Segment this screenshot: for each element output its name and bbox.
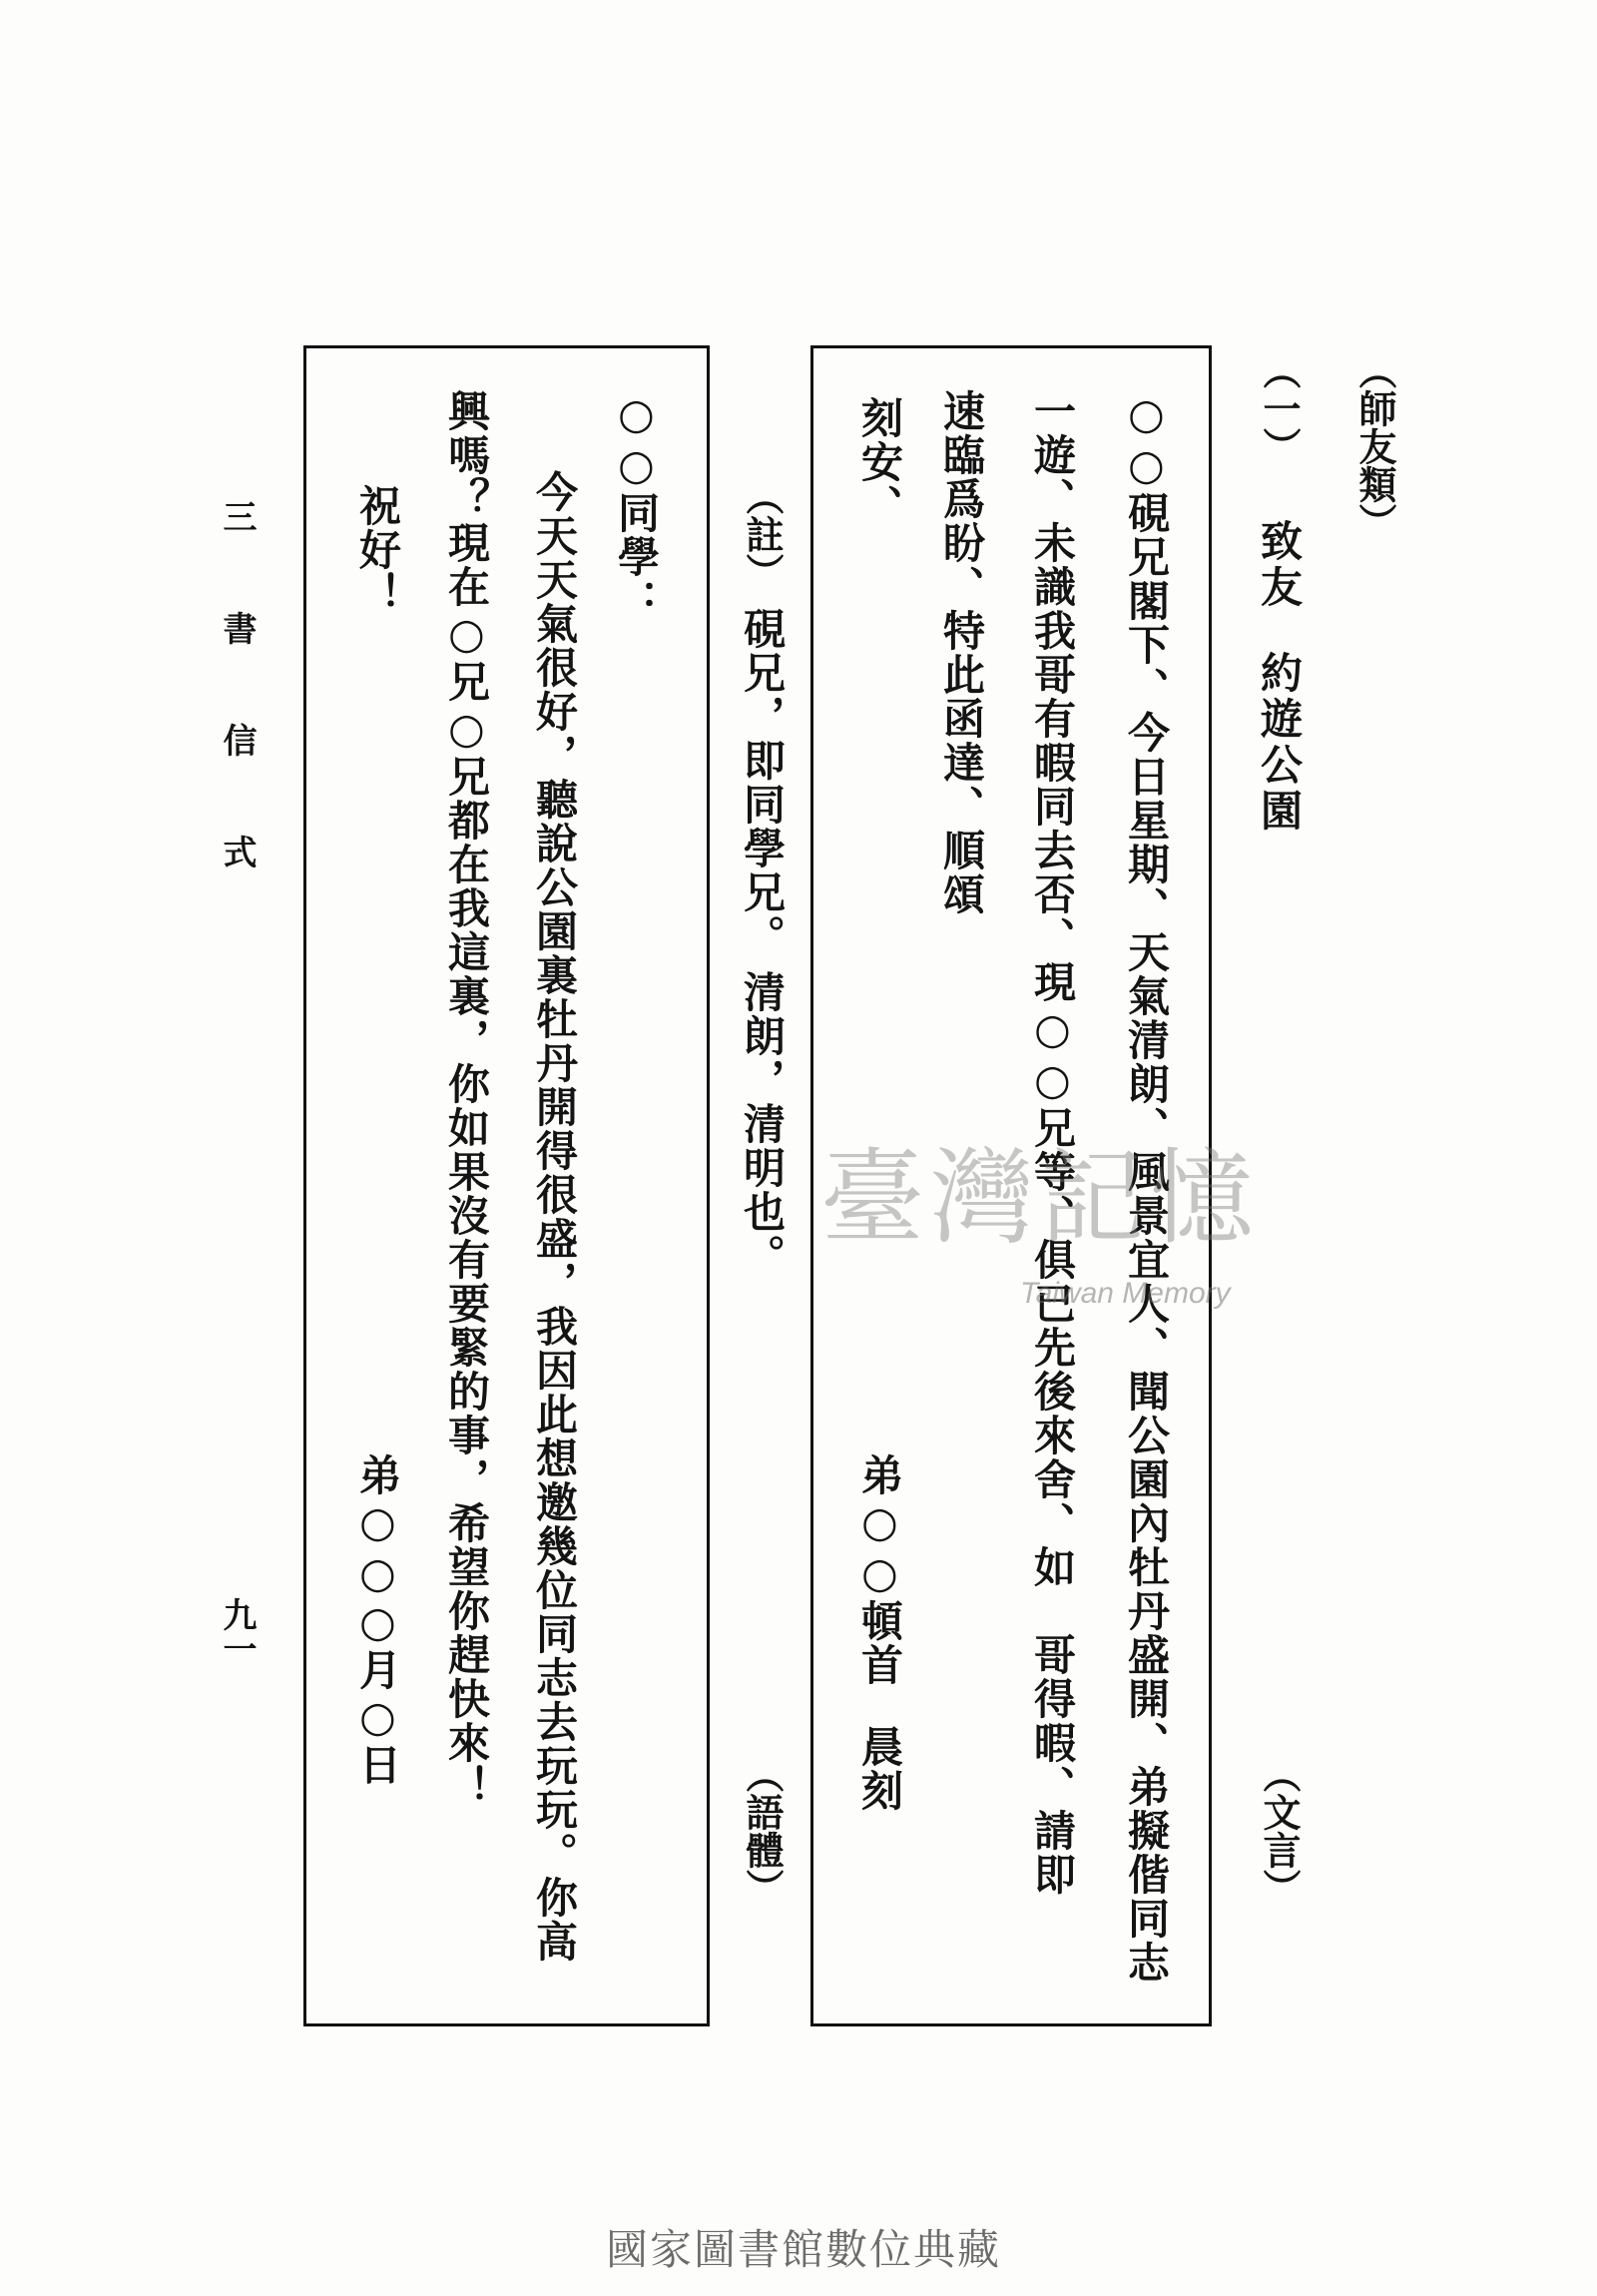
letter1-time: 晨刻 — [855, 1725, 904, 1813]
watermark-subtitle: Taiwan Memory — [1020, 1277, 1231, 1310]
page-number: 九一 — [217, 1597, 257, 1665]
footer-archive-credit: 國家圖書館數位典藏 — [606, 2225, 1002, 2274]
letter2-date: ○月○日 — [353, 1597, 402, 1787]
letter2-line-1: 今天天氣很好，聽說公園裏牡丹開得很盛，我因此想邀幾位同志去玩玩。你高 — [530, 470, 579, 1964]
watermark-logo-text: 臺灣記憶 — [820, 1137, 1261, 1259]
letter1-line-3: 速臨爲盼、特此函達、順頌 — [937, 389, 986, 916]
letter2-line-2: 興嗎？現在○兄○兄都在我這裏，你如果沒有要緊的事，希望你趕快來！ — [442, 389, 491, 1809]
letter2-salutation: ○○同學： — [612, 389, 661, 623]
letter1-line-1: ○○硯兄閣下、今日星期、天氣清朗、風景宜人、聞公園內牡丹盛開、弟擬偕同志 — [1122, 389, 1171, 1985]
letter1-style-label: （文言） — [1257, 1755, 1302, 1907]
letter1-title: 致友 — [1255, 519, 1304, 611]
letter1-subject: 約遊公園 — [1255, 651, 1304, 835]
running-section-title: 三書信式 — [217, 499, 257, 946]
letter2-signature: 弟○○ — [353, 1453, 402, 1599]
letter1-line-4: 刻安、 — [855, 396, 904, 528]
letter2-closing: 祝好！ — [353, 484, 402, 616]
note-item-1: 硯兄，即同學兄。 — [738, 607, 787, 958]
letter1-number: （一） — [1257, 351, 1302, 465]
letter1-signature: 弟○○頓首 — [855, 1453, 904, 1687]
letter2-style-label: （語體） — [740, 1755, 785, 1907]
category-heading: （師友類） — [1352, 351, 1397, 541]
notes-label: （註） — [740, 477, 785, 591]
note-item-2: 清朗，清明也。 — [738, 970, 787, 1278]
letter1-line-2: 一遊、未識我哥有暇同去否、現○○兄等、俱已先後來舍、如 哥得暇、請即 — [1028, 389, 1077, 1897]
